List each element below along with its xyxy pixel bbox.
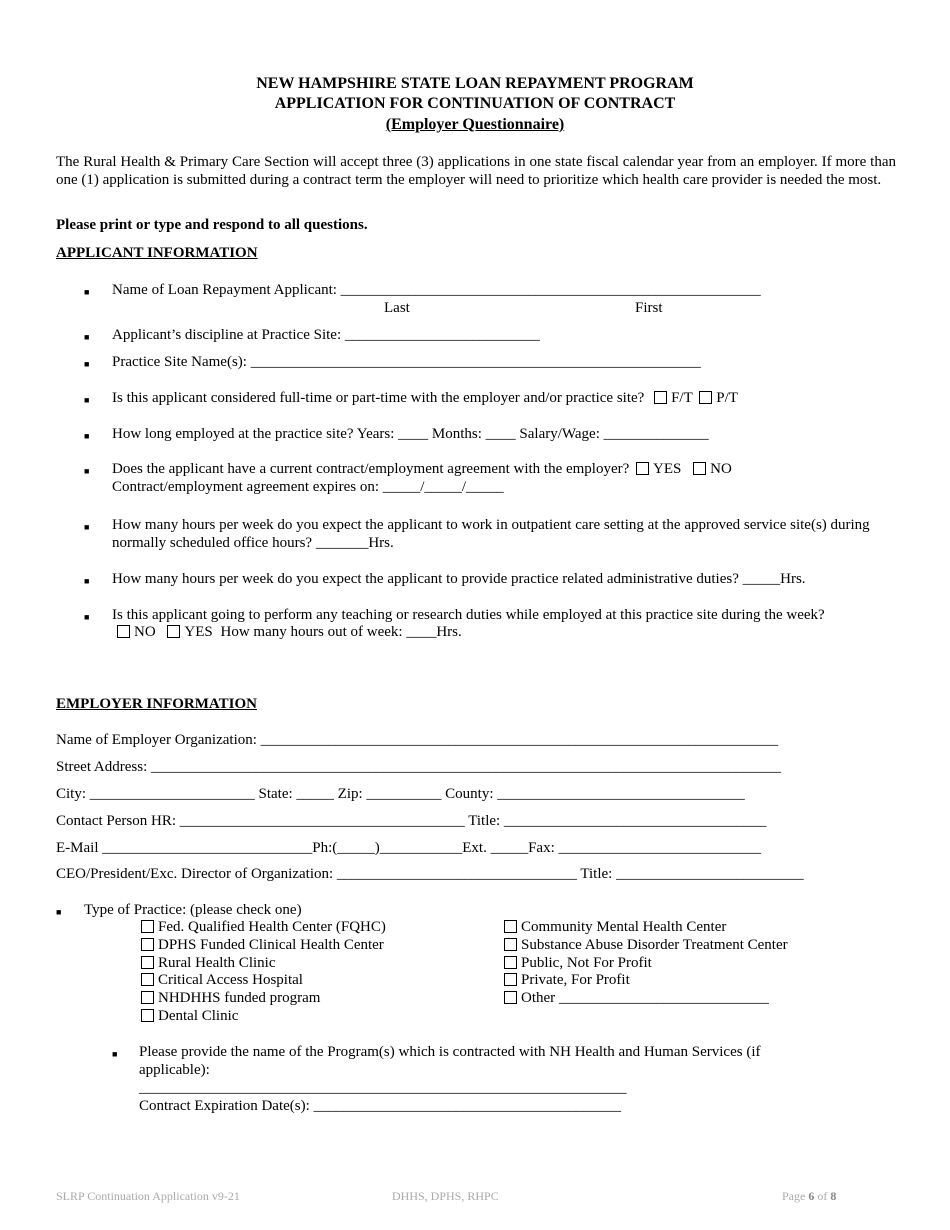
city-state-zip-field[interactable]: City: ______________________ State: _____ Zip: __________ County: _________________________________ bbox=[56, 786, 745, 802]
teaching-no-label: NO bbox=[134, 624, 156, 640]
teaching-yes-label: YES bbox=[184, 624, 213, 640]
bullet-icon: ■ bbox=[84, 395, 90, 405]
bullet-icon: ■ bbox=[84, 522, 90, 532]
practice-right-option[interactable] bbox=[504, 954, 652, 972]
title-line-2: APPLICATION FOR CONTINUATION OF CONTRACT bbox=[274, 95, 676, 112]
practice-left-checkbox[interactable] bbox=[141, 956, 154, 969]
practice-left-option-label: Dental Clinic bbox=[158, 1008, 239, 1024]
bullet-icon: ■ bbox=[84, 431, 90, 441]
practice-right-option-label: Community Mental Health Center bbox=[521, 919, 727, 935]
page-prefix: Page bbox=[782, 1189, 809, 1203]
street-address-field[interactable]: Street Address: ____________________________________________________________________________________ bbox=[56, 759, 781, 775]
practice-left-option[interactable] bbox=[141, 989, 320, 1007]
practice-left-option-label: NHDHHS funded program bbox=[158, 990, 321, 1007]
practice-site-field[interactable]: Practice Site Name(s): ____________________________________________________________ bbox=[112, 354, 701, 370]
practice-right-checkbox[interactable] bbox=[504, 920, 517, 933]
practice-right-checkbox[interactable] bbox=[504, 938, 517, 951]
practice-right-option[interactable] bbox=[504, 971, 630, 989]
bullet-icon: ■ bbox=[56, 907, 62, 917]
discipline-field[interactable]: Applicant’s discipline at Practice Site: __________________________ bbox=[112, 327, 540, 343]
page-of: of bbox=[814, 1189, 831, 1203]
program-question: Please provide the name of the Program(s) which is contracted with NH Health and Human Services (if bbox=[139, 1044, 761, 1060]
bullet-icon: ■ bbox=[84, 466, 90, 476]
outpatient-hours-field[interactable]: normally scheduled office hours? _______Hrs. bbox=[112, 535, 394, 551]
practice-left-checkbox[interactable] bbox=[141, 973, 154, 986]
employer-heading: EMPLOYER INFORMATION bbox=[56, 696, 257, 712]
contract-no-checkbox[interactable] bbox=[693, 462, 706, 475]
teaching-yes-checkbox[interactable] bbox=[167, 625, 180, 638]
teaching-hours-field[interactable]: How many hours out of week: ____Hrs. bbox=[220, 624, 462, 640]
teaching-answer bbox=[117, 623, 462, 641]
pt-checkbox[interactable] bbox=[699, 391, 712, 404]
contract-yes-label: YES bbox=[653, 461, 682, 477]
ceo-field[interactable]: CEO/President/Exc. Director of Organization: ________________________________ Title: _________________________ bbox=[56, 866, 804, 882]
practice-right-checkbox[interactable] bbox=[504, 973, 517, 986]
practice-type-label: Type of Practice: (please check one) bbox=[84, 902, 302, 918]
contract-yes-checkbox[interactable] bbox=[636, 462, 649, 475]
email-phone-field[interactable]: E-Mail ____________________________Ph:(_____)___________Ext. _____Fax: ___________________________ bbox=[56, 840, 761, 856]
program-name-field[interactable]: _________________________________________________________________ bbox=[139, 1080, 627, 1096]
bullet-icon: ■ bbox=[84, 332, 90, 342]
practice-right-option[interactable] bbox=[504, 936, 788, 954]
bullet-icon: ■ bbox=[112, 1049, 118, 1059]
contract-expires-field[interactable]: Contract/employment agreement expires on: _____/_____/_____ bbox=[112, 479, 504, 495]
fulltime-question-text: Is this applicant considered full-time or part-time with the employer and/or practice site? bbox=[112, 390, 645, 406]
bullet-icon: ■ bbox=[84, 359, 90, 369]
practice-right-option-label: Public, Not For Profit bbox=[521, 954, 652, 971]
instruction-text: Please print or type and respond to all questions. bbox=[56, 217, 368, 233]
practice-left-checkbox[interactable] bbox=[141, 920, 154, 933]
first-name-label: First bbox=[635, 300, 663, 316]
title-line-1: NEW HAMPSHIRE STATE LOAN REPAYMENT PROGRAM bbox=[256, 75, 694, 92]
teaching-no-checkbox[interactable] bbox=[117, 625, 130, 638]
practice-left-option[interactable] bbox=[141, 936, 384, 954]
last-name-label: Last bbox=[384, 300, 410, 316]
contract-expiration-field[interactable]: Contract Expiration Date(s): _________________________________________ bbox=[139, 1098, 622, 1114]
contract-no-label: NO bbox=[710, 461, 732, 477]
practice-left-option-label: Critical Access Hospital bbox=[158, 972, 303, 989]
footer-department: DHHS, DPHS, RHPC bbox=[392, 1189, 499, 1203]
practice-right-checkbox[interactable] bbox=[504, 956, 517, 969]
outpatient-hours-question: How many hours per week do you expect the applicant to work in outpatient care setting at the approved service site(s) during bbox=[112, 517, 870, 533]
practice-left-option[interactable] bbox=[141, 918, 386, 936]
practice-left-option-label: DPHS Funded Clinical Health Center bbox=[158, 936, 384, 953]
employment-length-field[interactable]: How long employed at the practice site? Years: ____ Months: ____ Salary/Wage: ______________ bbox=[112, 426, 709, 442]
admin-hours-field[interactable]: How many hours per week do you expect the applicant to provide practice related administrative duties? _____Hrs. bbox=[112, 571, 806, 587]
practice-left-checkbox[interactable] bbox=[141, 1009, 154, 1022]
bullet-icon: ■ bbox=[84, 287, 90, 297]
contract-question bbox=[112, 460, 732, 478]
practice-right-option-label: Other ____________________________ bbox=[521, 990, 769, 1007]
practice-right-option[interactable] bbox=[504, 918, 726, 936]
practice-left-option[interactable] bbox=[141, 1007, 238, 1025]
practice-left-checkbox[interactable] bbox=[141, 991, 154, 1004]
fulltime-question bbox=[112, 389, 738, 407]
pt-label: P/T bbox=[716, 390, 738, 406]
page-total: 8 bbox=[830, 1189, 837, 1203]
practice-left-checkbox[interactable] bbox=[141, 938, 154, 951]
applicant-heading: APPLICANT INFORMATION bbox=[56, 245, 258, 261]
bullet-icon: ■ bbox=[84, 576, 90, 586]
ft-checkbox[interactable] bbox=[654, 391, 667, 404]
page-current: 6 bbox=[808, 1189, 815, 1203]
practice-right-option[interactable] bbox=[504, 989, 769, 1007]
footer-page-number bbox=[782, 1187, 836, 1205]
practice-left-option[interactable] bbox=[141, 971, 303, 989]
contact-person-field[interactable]: Contact Person HR: ______________________________________ Title: ___________________________________ bbox=[56, 813, 767, 829]
program-question-cont: applicable): bbox=[139, 1062, 210, 1078]
ft-label: F/T bbox=[671, 390, 693, 406]
intro-paragraph: The Rural Health & Primary Care Section will accept three (3) applications in one state fiscal calendar year from an employer. If more than one (1) application is submitted during a contract term the employer will need to prioritize which health care provider is needed the most. bbox=[56, 154, 896, 188]
bullet-icon: ■ bbox=[84, 612, 90, 622]
practice-left-option-label: Fed. Qualified Health Center (FQHC) bbox=[158, 919, 386, 935]
practice-right-checkbox[interactable] bbox=[504, 991, 517, 1004]
title-line-3: (Employer Questionnaire) bbox=[385, 116, 565, 133]
practice-left-option[interactable] bbox=[141, 954, 275, 972]
teaching-question: Is this applicant going to perform any teaching or research duties while employed at this practice site during the week? bbox=[112, 607, 825, 623]
applicant-name-field[interactable]: Name of Loan Repayment Applicant: ________________________________________________________ bbox=[112, 282, 761, 298]
contract-question-text: Does the applicant have a current contract/employment agreement with the employer? bbox=[112, 461, 630, 477]
footer-version: SLRP Continuation Application v9-21 bbox=[56, 1189, 240, 1203]
practice-right-option-label: Substance Abuse Disorder Treatment Center bbox=[521, 936, 788, 953]
practice-right-option-label: Private, For Profit bbox=[521, 972, 630, 989]
practice-left-option-label: Rural Health Clinic bbox=[158, 954, 276, 971]
employer-org-field[interactable]: Name of Employer Organization: _____________________________________________________________________ bbox=[56, 732, 779, 748]
